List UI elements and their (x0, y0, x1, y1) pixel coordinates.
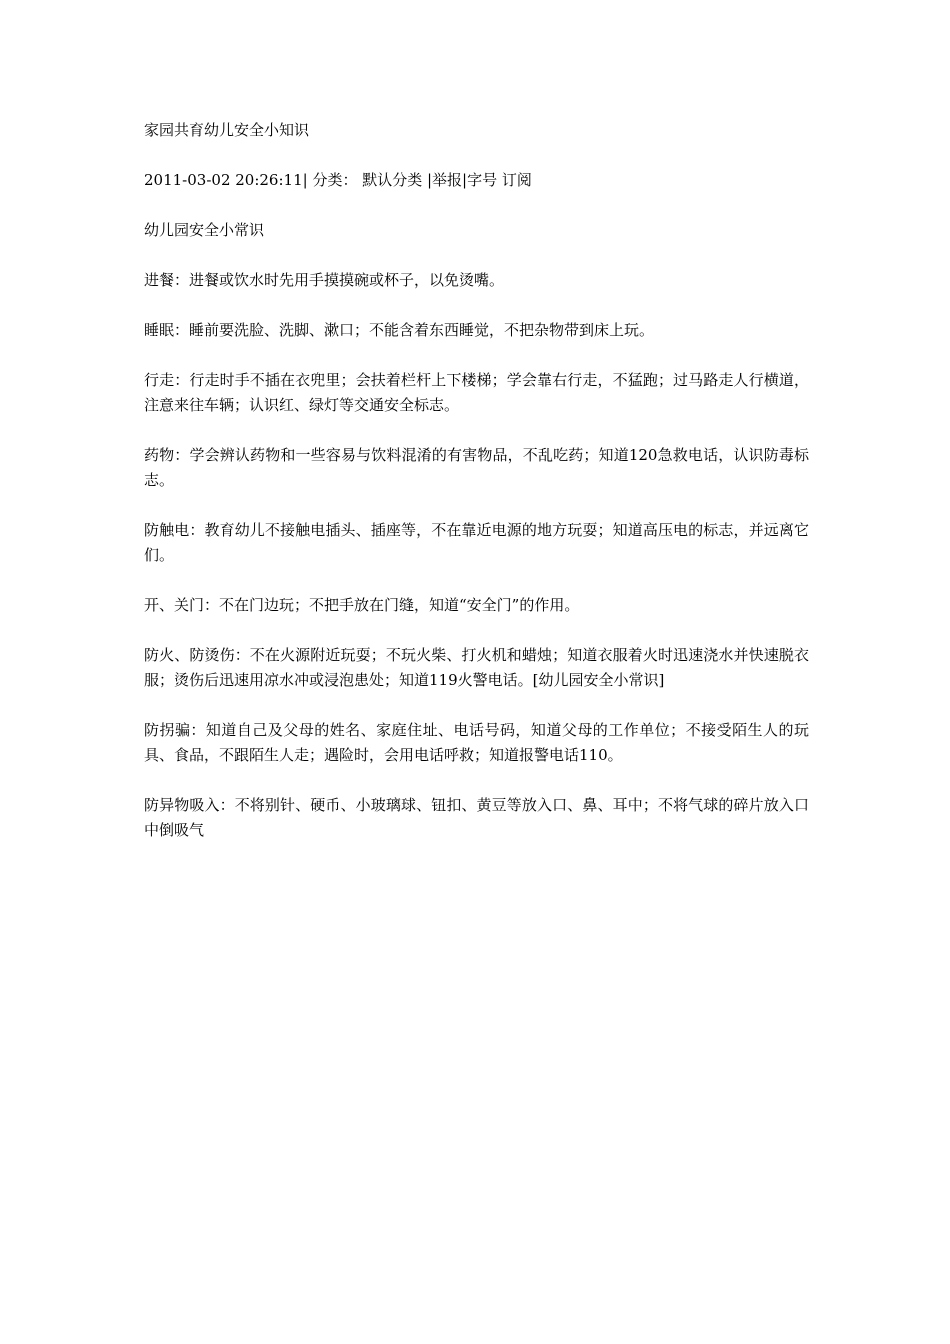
document-meta: 2011-03-02 20:26:11| 分类： 默认分类 |举报|字号 订阅 (144, 171, 532, 189)
document-subtitle: 幼儿园安全小常识 (144, 221, 265, 239)
paragraph-abduction: 防拐骗：知道自己及父母的姓名、家庭住址、电话号码，知道父母的工作单位；不接受陌生人的玩具、食品，不跟陌生人走；遇险时，会用电话呼救；知道报警电话110。 (144, 721, 809, 764)
paragraph-electric-shock: 防触电：教育幼儿不接触电插头、插座等，不在靠近电源的地方玩耍；知道高压电的标志，并远离它们。 (144, 521, 809, 564)
paragraph-walking: 行走：行走时手不插在衣兜里；会扶着栏杆上下楼梯；学会靠右行走，不猛跑；过马路走人行横道，注意来往车辆；认识红、绿灯等交通安全标志。 (144, 371, 809, 414)
paragraph-sleep: 睡眠：睡前要洗脸、洗脚、漱口；不能含着东西睡觉，不把杂物带到床上玩。 (144, 321, 655, 339)
document-title: 家园共育幼儿安全小知识 (144, 121, 310, 139)
paragraph-doors: 开、关门：不在门边玩；不把手放在门缝，知道“安全门”的作用。 (144, 596, 580, 614)
document-page (144, 118, 809, 868)
paragraph-dining: 进餐：进餐或饮水时先用手摸摸碗或杯子，以免烫嘴。 (144, 271, 505, 289)
paragraph-medicine: 药物：学会辨认药物和一些容易与饮料混淆的有害物品，不乱吃药；知道120急救电话，认识防毒标志。 (144, 446, 809, 489)
paragraph-foreign-objects: 防异物吸入：不将别针、硬币、小玻璃球、钮扣、黄豆等放入口、鼻、耳中；不将气球的碎片放入口中倒吸气 (144, 796, 809, 839)
paragraph-fire-burns: 防火、防烫伤：不在火源附近玩耍；不玩火柴、打火机和蜡烛；知道衣服着火时迅速浇水并快速脱衣服；烫伤后迅速用凉水冲或浸泡患处；知道119火警电话。[幼儿园安全小常识] (144, 646, 809, 689)
